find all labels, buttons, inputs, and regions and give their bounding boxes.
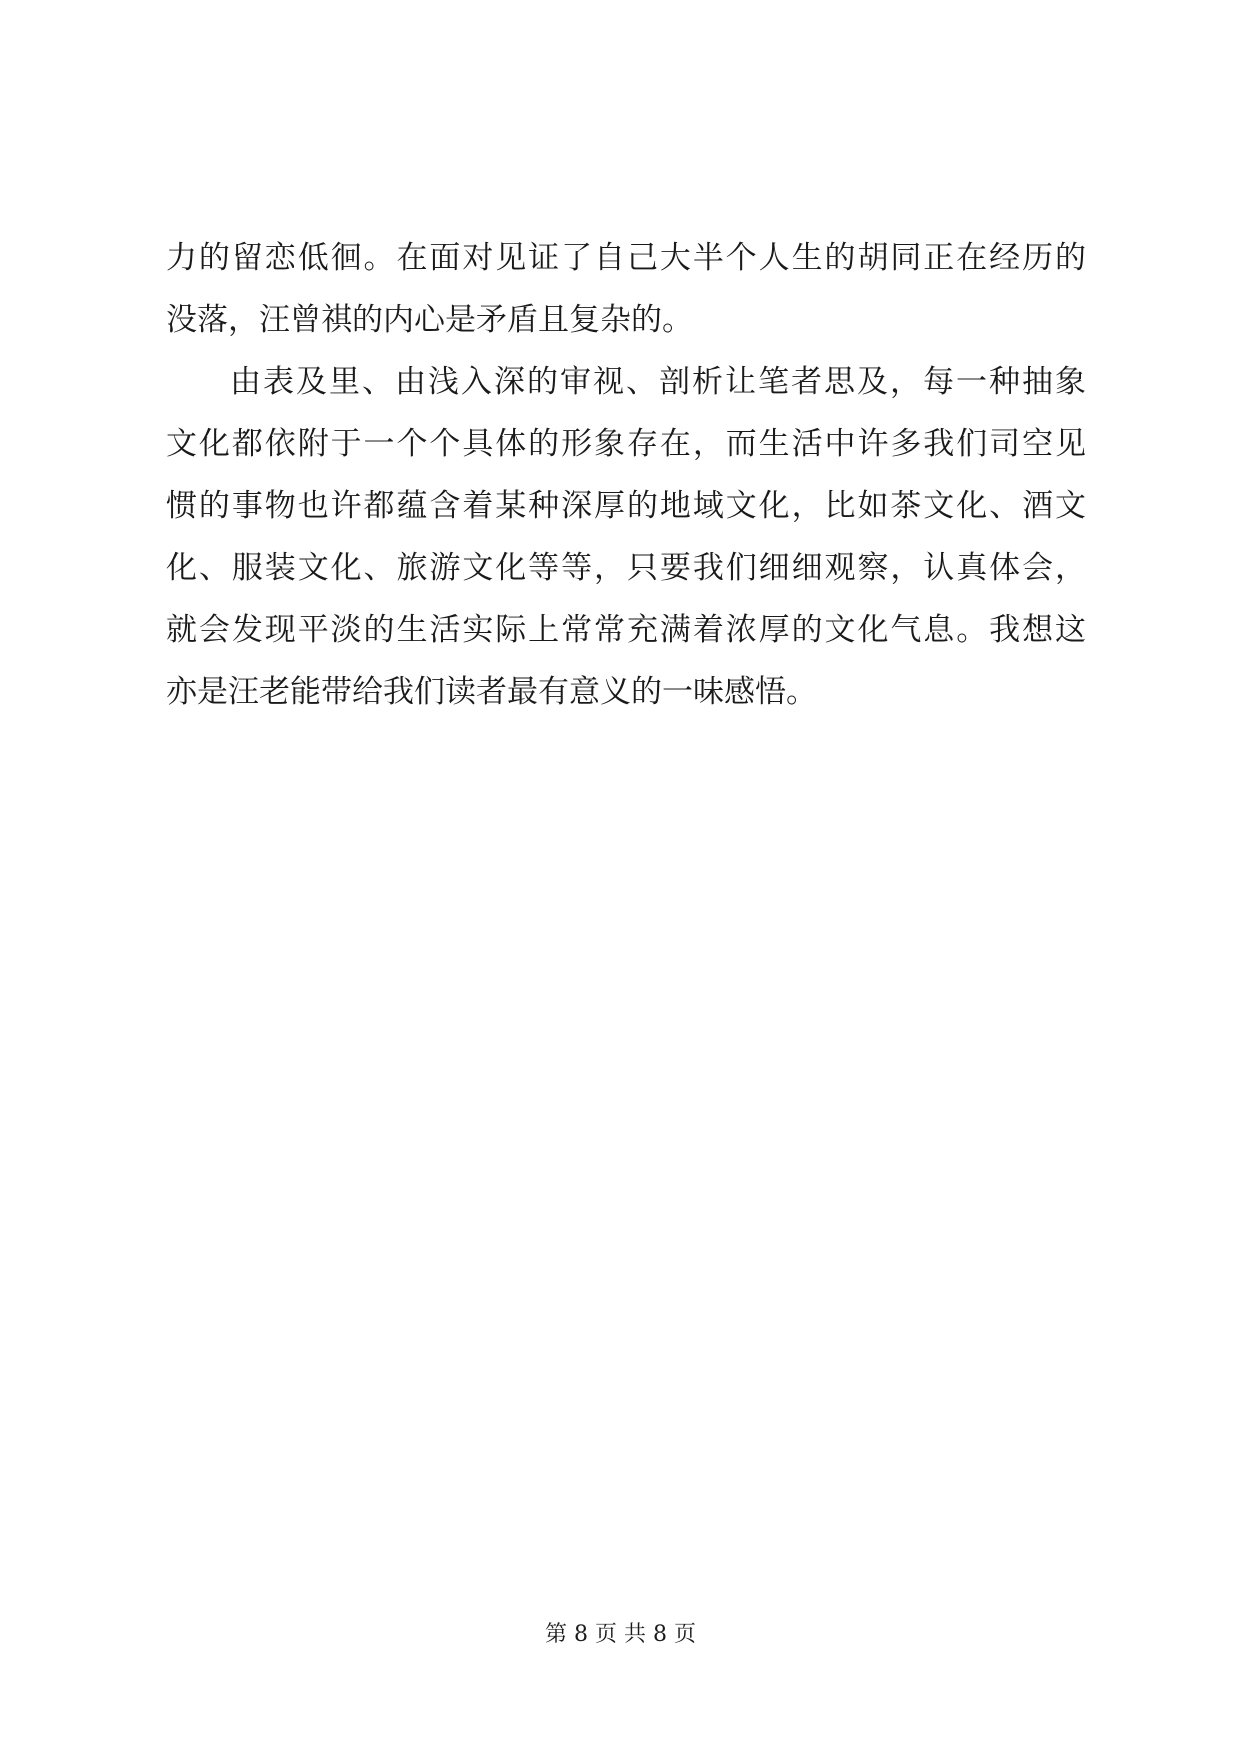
paragraph-2-line-5: 就会发现平淡的生活实际上常常充满着浓厚的文化气息。我想这: [166, 612, 1086, 648]
paragraph-2-line-4: 化、服装文化、旅游文化等等，只要我们细细观察，认真体会，: [166, 550, 1086, 586]
paragraph-2-line-3: 惯的事物也许都蕴含着某种深厚的地域文化，比如茶文化、酒文: [166, 488, 1086, 524]
paragraph-1-line-2: 没落，汪曾祺的内心是矛盾且复杂的。: [166, 302, 693, 338]
paragraph-2-line-6: 亦是汪老能带给我们读者最有意义的一味感悟。: [166, 674, 817, 710]
paragraph-2-line-2: 文化都依附于一个个具体的形象存在，而生活中许多我们司空见: [166, 426, 1086, 462]
page-number-footer: 第 8 页 共 8 页: [545, 1622, 696, 1647]
paragraph-1-line-1: 力的留恋低徊。在面对见证了自己大半个人生的胡同正在经历的: [166, 240, 1086, 276]
paragraph-2-line-1: 由表及里、由浅入深的审视、剖析让笔者思及，每一种抽象: [230, 364, 1086, 400]
